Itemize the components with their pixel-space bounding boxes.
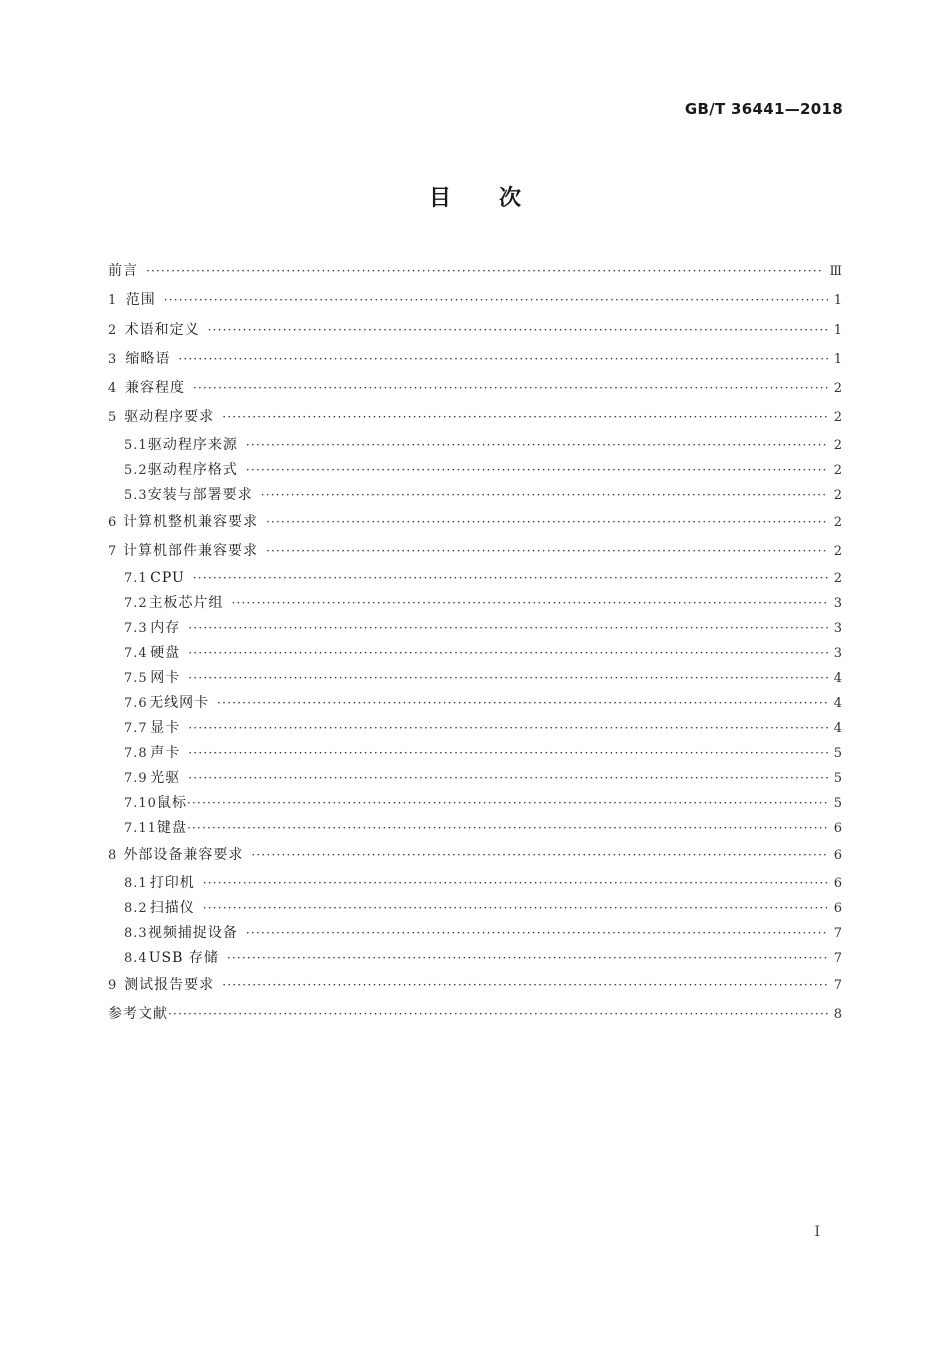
- toc-entry-7[interactable]: [108, 537, 843, 566]
- toc-leader-dots: [188, 641, 827, 666]
- toc-entry-label: 硬盘: [150, 645, 181, 662]
- toc-page-number: 4: [833, 721, 843, 737]
- toc-entry-number: 5: [108, 410, 118, 426]
- toc-entry-label: 驱动程序格式: [147, 461, 238, 478]
- toc-leader-dots: [246, 458, 828, 483]
- toc-entry-label: 术语和定义: [124, 321, 200, 338]
- toc-entry-7-3[interactable]: [108, 616, 843, 641]
- toc-leader-dots: [246, 433, 828, 458]
- toc-leader-dots: [164, 286, 828, 315]
- toc-entry-8[interactable]: [108, 841, 843, 870]
- toc-entry-number: 7.4: [124, 646, 148, 662]
- toc-page-number: 2: [833, 437, 843, 453]
- toc-entry-label: 安装与部署要求: [147, 486, 253, 503]
- toc-page-number: 5: [833, 746, 843, 762]
- toc-entry-label: 计算机部件兼容要求: [123, 543, 259, 560]
- toc-leader-dots: [251, 841, 827, 870]
- toc-entry-8-4[interactable]: [108, 946, 843, 971]
- toc-leader-dots: [261, 483, 828, 508]
- toc-page-number: 5: [833, 771, 843, 787]
- toc-entry-number: 5.2: [124, 462, 148, 478]
- toc-entry-5-3[interactable]: [108, 483, 843, 508]
- toc-entry-label: 参考文献: [108, 1005, 168, 1022]
- table-of-contents: [108, 257, 843, 1029]
- toc-page-number: 3: [833, 646, 843, 662]
- toc-entry-label: 前言: [108, 263, 138, 279]
- toc-leader-dots: [188, 666, 827, 691]
- toc-page-number: 2: [833, 487, 843, 503]
- toc-leader-dots: [208, 316, 828, 345]
- toc-page-number: 6: [833, 848, 843, 864]
- toc-entry-label: 缩略语: [125, 350, 171, 367]
- toc-leader-dots: [193, 566, 828, 591]
- toc-page-number: 2: [833, 571, 843, 587]
- footer-page-number: Ⅰ: [814, 1224, 820, 1240]
- toc-page-number: 1: [833, 293, 843, 309]
- toc-leader-dots: [187, 816, 828, 841]
- toc-leader-dots: [246, 921, 828, 946]
- toc-entry-number: 1: [108, 293, 118, 309]
- toc-entry-label: 键盘: [156, 820, 187, 837]
- toc-entry-label: 鼠标: [156, 795, 187, 812]
- toc-entry-7-11[interactable]: [108, 816, 843, 841]
- toc-entry-label: 声卡: [150, 745, 181, 762]
- toc-entry-number: 3: [108, 351, 118, 367]
- toc-entry-number: 6: [108, 514, 118, 530]
- toc-leader-dots: [266, 508, 828, 537]
- toc-entry-number: 4: [108, 381, 118, 397]
- toc-page-number: 1: [833, 351, 843, 367]
- toc-leader-dots: [178, 345, 827, 374]
- toc-entry-label: CPU: [150, 570, 185, 587]
- toc-page-number: 4: [833, 696, 843, 712]
- toc-entry-label: 网卡: [150, 670, 181, 687]
- toc-page-number: 2: [833, 462, 843, 478]
- toc-entry-9[interactable]: [108, 971, 843, 1000]
- toc-leader-dots: [222, 971, 828, 1000]
- toc-page-number: Ⅲ: [829, 264, 843, 279]
- toc-page-number: 7: [833, 977, 843, 993]
- toc-entry-label: 无线网卡: [149, 695, 210, 712]
- toc-entry-label: 扫描仪: [149, 899, 195, 916]
- toc-leader-dots: [232, 591, 828, 616]
- toc-page-number: 4: [833, 671, 843, 687]
- toc-entry-number: 7.7: [124, 721, 148, 737]
- toc-entry-8-1[interactable]: [108, 871, 843, 896]
- toc-entry-label: 内存: [150, 620, 181, 637]
- toc-page-number: 2: [833, 514, 843, 530]
- toc-entry-number: 7.11: [124, 821, 157, 837]
- toc-entry-7-8[interactable]: [108, 741, 843, 766]
- toc-entry-number: 8.2: [124, 900, 148, 916]
- toc-leader-dots: [188, 716, 827, 741]
- toc-entry-label: 显卡: [150, 720, 181, 737]
- toc-entry-3[interactable]: [108, 345, 843, 374]
- toc-entry-number: 8: [108, 848, 118, 864]
- page-title: 目次: [428, 186, 569, 211]
- toc-entry-8-2[interactable]: [108, 896, 843, 921]
- toc-entry-number: 7.6: [124, 696, 148, 712]
- toc-entry-5[interactable]: [108, 403, 843, 432]
- toc-page-number: 2: [833, 381, 843, 397]
- toc-entry-number: 2: [108, 322, 118, 338]
- toc-entry-number: 7.9: [124, 771, 148, 787]
- toc-page-number: 8: [833, 1006, 843, 1022]
- toc-entry-preface[interactable]: [108, 257, 843, 286]
- toc-page-number: 6: [833, 900, 843, 916]
- toc-entry-label: 计算机整机兼容要求: [123, 513, 259, 530]
- toc-entry-number: 8.4: [124, 950, 148, 966]
- toc-entry-number: 8.3: [124, 925, 148, 941]
- toc-page-number: 6: [833, 875, 843, 891]
- toc-entry-7-6[interactable]: [108, 691, 843, 716]
- toc-entry-7-4[interactable]: [108, 641, 843, 666]
- toc-entry-7-1[interactable]: [108, 566, 843, 591]
- toc-entry-number: 7: [108, 544, 118, 560]
- standard-number: GB/T 36441—2018: [684, 100, 843, 118]
- toc-leader-dots: [187, 791, 828, 816]
- toc-page-number: 7: [833, 925, 843, 941]
- toc-leader-dots: [188, 616, 827, 641]
- toc-entry-label: 光驱: [150, 770, 181, 787]
- toc-entry-7-7[interactable]: [108, 716, 843, 741]
- toc-entry-7-2[interactable]: [108, 591, 843, 616]
- toc-entry-5-2[interactable]: [108, 458, 843, 483]
- toc-entry-label: 兼容程度: [124, 380, 185, 397]
- toc-page-number: 5: [833, 796, 843, 812]
- toc-entry-number: 7.10: [124, 796, 157, 812]
- toc-entry-number: 7.8: [124, 746, 148, 762]
- toc-page-number: 7: [833, 950, 843, 966]
- toc-entry-label: 驱动程序来源: [147, 436, 238, 453]
- toc-entry-label: 视频捕捉设备: [147, 924, 238, 941]
- toc-page-number: 1: [833, 322, 843, 338]
- toc-entry-number: 7.5: [124, 671, 148, 687]
- toc-entry-label: 测试报告要求: [124, 976, 215, 993]
- toc-leader-dots: [193, 374, 828, 403]
- toc-leader-dots: [188, 766, 827, 791]
- toc-page-number: 3: [833, 621, 843, 637]
- toc-entry-8-3[interactable]: [108, 921, 843, 946]
- toc-leader-dots: [188, 741, 827, 766]
- toc-entry-1[interactable]: [108, 286, 843, 315]
- toc-entry-number: 5.3: [124, 487, 148, 503]
- toc-leader-dots: [203, 871, 828, 896]
- toc-entry-number: 7.1: [124, 571, 148, 587]
- toc-entry-number: 9: [108, 977, 118, 993]
- toc-leader-dots: [168, 1000, 828, 1029]
- toc-page-number: 6: [833, 821, 843, 837]
- toc-leader-dots: [222, 403, 828, 432]
- toc-entry-references[interactable]: [108, 1000, 843, 1029]
- toc-leader-dots: [266, 537, 828, 566]
- toc-leader-dots: [227, 946, 828, 971]
- toc-page-number: 3: [833, 596, 843, 612]
- toc-entry-6[interactable]: [108, 508, 843, 537]
- toc-entry-label: 范围: [125, 292, 156, 309]
- toc-leader-dots: [203, 896, 828, 921]
- toc-entry-2[interactable]: [108, 316, 843, 345]
- toc-entry-label: 主板芯片组: [148, 595, 224, 612]
- toc-entry-4[interactable]: [108, 374, 843, 403]
- toc-entry-7-10[interactable]: [108, 791, 843, 816]
- toc-entry-number: 7.2: [124, 596, 148, 612]
- toc-entry-number: 5.1: [124, 437, 148, 453]
- toc-leader-dots: [217, 691, 828, 716]
- toc-entry-7-9[interactable]: [108, 766, 843, 791]
- toc-entry-label: USB 存储: [148, 949, 219, 966]
- toc-entry-label: 打印机: [149, 874, 195, 891]
- toc-entry-number: 7.3: [124, 621, 148, 637]
- toc-entry-5-1[interactable]: [108, 433, 843, 458]
- toc-page-number: 2: [833, 544, 843, 560]
- toc-entry-label: 驱动程序要求: [124, 409, 215, 426]
- toc-leader-dots: [146, 257, 823, 286]
- toc-page-number: 2: [833, 410, 843, 426]
- toc-entry-label: 外部设备兼容要求: [123, 847, 244, 864]
- toc-entry-number: 8.1: [124, 875, 148, 891]
- toc-entry-7-5[interactable]: [108, 666, 843, 691]
